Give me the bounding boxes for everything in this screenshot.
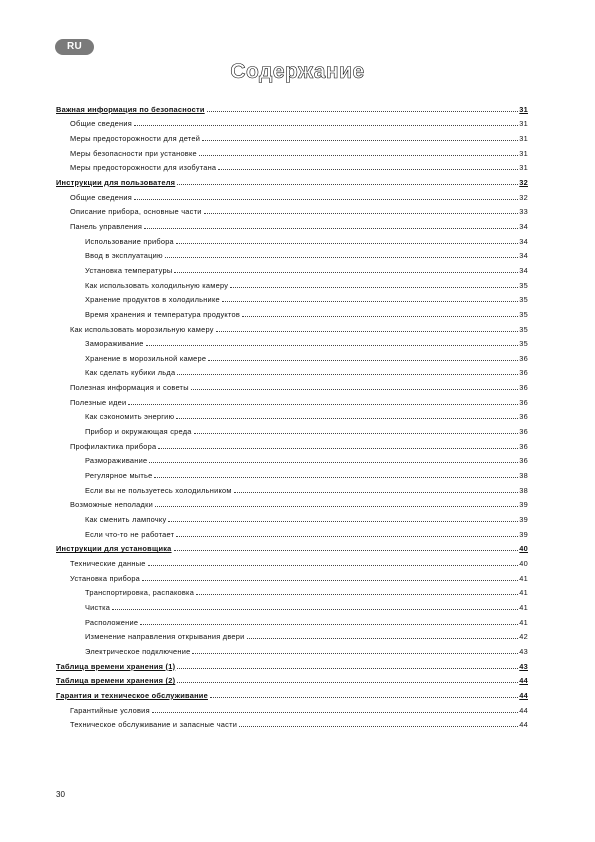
toc-leader-dots — [207, 111, 519, 112]
toc-entry-page: 38 — [519, 485, 528, 495]
toc-entry[interactable] — [56, 627, 528, 642]
toc-entry-label: Панель управления — [70, 221, 143, 231]
toc-entry-label: Прибор и окружающая среда — [85, 427, 192, 437]
toc-entry-label: Размораживание — [85, 456, 148, 466]
toc-leader-dots — [191, 389, 519, 390]
toc-entry[interactable] — [56, 524, 528, 539]
toc-entry-label: Время хранения и температура продуктов — [85, 309, 241, 319]
toc-entry[interactable] — [56, 480, 528, 495]
toc-entry-page: 40 — [519, 559, 528, 568]
toc-entry[interactable] — [56, 158, 528, 173]
toc-entry[interactable] — [56, 143, 528, 158]
toc-entry-label: Ввод в эксплуатацию — [85, 251, 163, 261]
toc-entry-label: Регулярное мытье — [85, 471, 153, 481]
toc-entry-page: 41 — [519, 588, 528, 598]
toc-entry-page: 36 — [519, 383, 528, 393]
toc-entry-label: Установка прибора — [70, 573, 141, 583]
toc-leader-dots — [146, 345, 519, 346]
toc-leader-dots — [177, 374, 518, 375]
toc-entry-label: Как сменить лампочку — [85, 515, 167, 525]
toc-entry-page: 36 — [519, 368, 528, 378]
toc-entry-label: Транспортировка, распаковка — [85, 588, 195, 598]
toc-entry-label: Инструкции для установщика — [56, 544, 172, 554]
toc-leader-dots — [247, 638, 519, 639]
toc-entry-label: Как сделать кубики льда — [85, 368, 176, 378]
toc-entry[interactable] — [56, 246, 528, 261]
toc-leader-dots — [165, 257, 518, 258]
toc-leader-dots — [134, 125, 518, 126]
toc-entry-page: 36 — [519, 397, 528, 407]
toc-leader-dots — [194, 433, 519, 434]
toc-entry-label: Полезные идеи — [70, 397, 127, 407]
toc-entry-label: Хранение в морозильной камере — [85, 353, 207, 363]
toc-entry[interactable] — [56, 656, 528, 671]
toc-leader-dots — [148, 565, 519, 566]
toc-entry-page: 36 — [519, 427, 528, 437]
toc-entry-label: Если вы не пользуетесь холодильником — [85, 485, 232, 495]
toc-entry[interactable] — [56, 465, 528, 480]
toc-leader-dots — [234, 492, 519, 493]
toc-entry[interactable] — [56, 99, 528, 114]
toc-leader-dots — [158, 448, 518, 449]
toc-entry-label: Описание прибора, основные части — [70, 207, 202, 217]
toc-entry-label: Как сэкономить энергию — [85, 412, 175, 422]
toc-entry-page: 32 — [519, 177, 528, 187]
toc-leader-dots — [112, 609, 518, 610]
toc-entry-label: Хранение продуктов в холодильнике — [85, 295, 220, 305]
toc-entry-page: 44 — [519, 705, 528, 715]
toc-entry-page: 34 — [519, 251, 528, 261]
toc-entry[interactable] — [56, 187, 528, 202]
toc-entry[interactable] — [56, 377, 528, 392]
toc-entry-page: 43 — [519, 646, 528, 656]
toc-entry-label: Инструкции для пользователя — [56, 177, 176, 187]
toc-entry[interactable] — [56, 436, 528, 451]
toc-entry-label: Полезная информация и советы — [70, 383, 189, 393]
toc-entry-page: 44 — [519, 676, 528, 686]
toc-leader-dots — [144, 228, 518, 229]
toc-leader-dots — [204, 213, 519, 214]
toc-leader-dots — [222, 301, 518, 302]
toc-entry-label: Как использовать холодильную камеру — [85, 280, 229, 290]
toc-leader-dots — [177, 184, 518, 185]
toc-entry[interactable] — [56, 392, 528, 407]
table-of-contents — [56, 99, 528, 729]
toc-entry[interactable] — [56, 553, 528, 568]
toc-leader-dots — [218, 169, 518, 170]
toc-leader-dots — [176, 243, 518, 244]
toc-leader-dots — [168, 521, 518, 522]
toc-entry-page: 31 — [519, 148, 528, 158]
toc-leader-dots — [176, 418, 518, 419]
toc-leader-dots — [134, 199, 518, 200]
toc-entry-page: 36 — [519, 441, 528, 451]
toc-entry-label: Важная информация по безопасности — [56, 104, 205, 114]
toc-leader-dots — [208, 360, 518, 361]
toc-entry-label: Установка температуры — [85, 265, 173, 275]
toc-entry-page: 34 — [519, 221, 528, 231]
toc-entry-label: Таблица времени хранения (1) — [56, 661, 176, 671]
toc-entry[interactable] — [56, 421, 528, 436]
toc-leader-dots — [140, 624, 518, 625]
language-badge: RU — [55, 39, 94, 55]
toc-entry-page: 35 — [519, 324, 528, 334]
toc-entry-label: Меры безопасности при установке — [70, 148, 197, 158]
toc-leader-dots — [149, 462, 518, 463]
toc-entry-label: Изменение направления открывания двери — [85, 632, 245, 642]
toc-leader-dots — [177, 668, 518, 669]
toc-entry-label: Общие сведения — [70, 119, 132, 129]
toc-entry-page: 44 — [519, 720, 528, 730]
toc-entry[interactable] — [56, 583, 528, 598]
toc-entry-page: 36 — [519, 412, 528, 422]
toc-entry[interactable] — [56, 715, 528, 730]
toc-entry-page: 42 — [519, 632, 528, 642]
toc-leader-dots — [242, 316, 518, 317]
toc-entry-label: Замораживание — [85, 339, 144, 349]
toc-entry-page: 39 — [519, 529, 528, 539]
toc-entry[interactable] — [56, 290, 528, 305]
toc-leader-dots — [216, 331, 519, 332]
toc-entry[interactable] — [56, 334, 528, 349]
toc-entry[interactable] — [56, 407, 528, 422]
toc-entry-page: 31 — [519, 133, 528, 143]
toc-entry-page: 36 — [519, 353, 528, 363]
toc-entry-label: Таблица времени хранения (2) — [56, 676, 176, 686]
toc-entry[interactable] — [56, 114, 528, 129]
toc-entry[interactable] — [56, 202, 528, 217]
toc-entry-label: Расположение — [85, 617, 139, 627]
toc-entry-label: Использование прибора — [85, 236, 174, 246]
toc-leader-dots — [210, 697, 518, 698]
toc-leader-dots — [230, 287, 518, 288]
toc-entry-label: Общие сведения — [70, 192, 132, 202]
toc-entry-page: 35 — [519, 280, 528, 290]
toc-entry-page: 41 — [519, 573, 528, 583]
toc-entry[interactable] — [56, 275, 528, 290]
toc-entry[interactable] — [56, 348, 528, 363]
toc-entry-label: Как использовать морозильную камеру — [70, 324, 214, 334]
toc-entry-label: Чистка — [85, 602, 111, 612]
toc-entry-page: 35 — [519, 309, 528, 319]
toc-entry[interactable] — [56, 700, 528, 715]
toc-leader-dots — [128, 404, 518, 405]
toc-entry[interactable] — [56, 172, 528, 187]
toc-entry[interactable] — [56, 685, 528, 700]
toc-entry-label: Профилактика прибора — [70, 441, 157, 451]
toc-leader-dots — [155, 506, 518, 507]
toc-entry[interactable] — [56, 319, 528, 334]
toc-entry-page: 38 — [519, 471, 528, 481]
toc-leader-dots — [176, 536, 518, 537]
toc-entry[interactable] — [56, 641, 528, 656]
toc-leader-dots — [154, 477, 518, 478]
toc-entry-label: Возможные неполадки — [70, 500, 153, 510]
toc-leader-dots — [174, 272, 518, 273]
toc-entry-page: 35 — [519, 295, 528, 305]
toc-entry[interactable] — [56, 612, 528, 627]
toc-entry-page: 31 — [519, 119, 528, 129]
toc-leader-dots — [142, 580, 518, 581]
toc-entry-page: 44 — [519, 690, 528, 700]
toc-leader-dots — [202, 140, 518, 141]
toc-entry-page: 33 — [519, 207, 528, 217]
toc-leader-dots — [196, 594, 518, 595]
page-title: Содержание — [230, 60, 365, 83]
toc-entry-page: 40 — [519, 544, 528, 554]
toc-entry[interactable] — [56, 451, 528, 466]
toc-entry-label: Меры предосторожности для изобутана — [70, 163, 217, 173]
toc-entry[interactable] — [56, 509, 528, 524]
toc-entry[interactable] — [56, 260, 528, 275]
toc-entry[interactable] — [56, 363, 528, 378]
toc-leader-dots — [174, 550, 519, 551]
toc-leader-dots — [152, 712, 518, 713]
toc-entry-label: Техническое обслуживание и запасные части — [70, 720, 238, 730]
toc-entry-page: 31 — [519, 104, 528, 114]
toc-entry[interactable] — [56, 128, 528, 143]
toc-entry[interactable] — [56, 671, 528, 686]
toc-entry[interactable] — [56, 539, 528, 554]
toc-entry-page: 36 — [519, 456, 528, 466]
toc-entry[interactable] — [56, 495, 528, 510]
toc-leader-dots — [239, 726, 518, 727]
toc-entry-page: 35 — [519, 339, 528, 349]
toc-entry[interactable] — [56, 597, 528, 612]
toc-entry[interactable] — [56, 231, 528, 246]
toc-entry-page: 41 — [519, 602, 528, 612]
toc-entry-label: Технические данные — [70, 559, 146, 568]
toc-entry-label: Меры предосторожности для детей — [70, 133, 201, 143]
toc-entry-page: 43 — [519, 661, 528, 671]
toc-leader-dots — [177, 682, 518, 683]
toc-leader-dots — [192, 653, 518, 654]
toc-entry-page: 41 — [519, 617, 528, 627]
toc-entry-label: Гарантийные условия — [70, 705, 150, 715]
toc-entry-page: 34 — [519, 265, 528, 275]
toc-entry[interactable] — [56, 216, 528, 231]
toc-entry-page: 39 — [519, 515, 528, 525]
toc-leader-dots — [199, 155, 518, 156]
page-number: 30 — [56, 790, 65, 799]
toc-entry-page: 34 — [519, 236, 528, 246]
toc-entry-page: 31 — [519, 163, 528, 173]
toc-entry-page: 32 — [519, 192, 528, 202]
toc-entry[interactable] — [56, 568, 528, 583]
toc-entry[interactable] — [56, 304, 528, 319]
toc-entry-page: 39 — [519, 500, 528, 510]
toc-entry-label: Гарантия и техническое обслуживание — [56, 690, 208, 700]
toc-entry-label: Электрическое подключение — [85, 646, 191, 656]
toc-entry-label: Если что-то не работает — [85, 529, 175, 539]
